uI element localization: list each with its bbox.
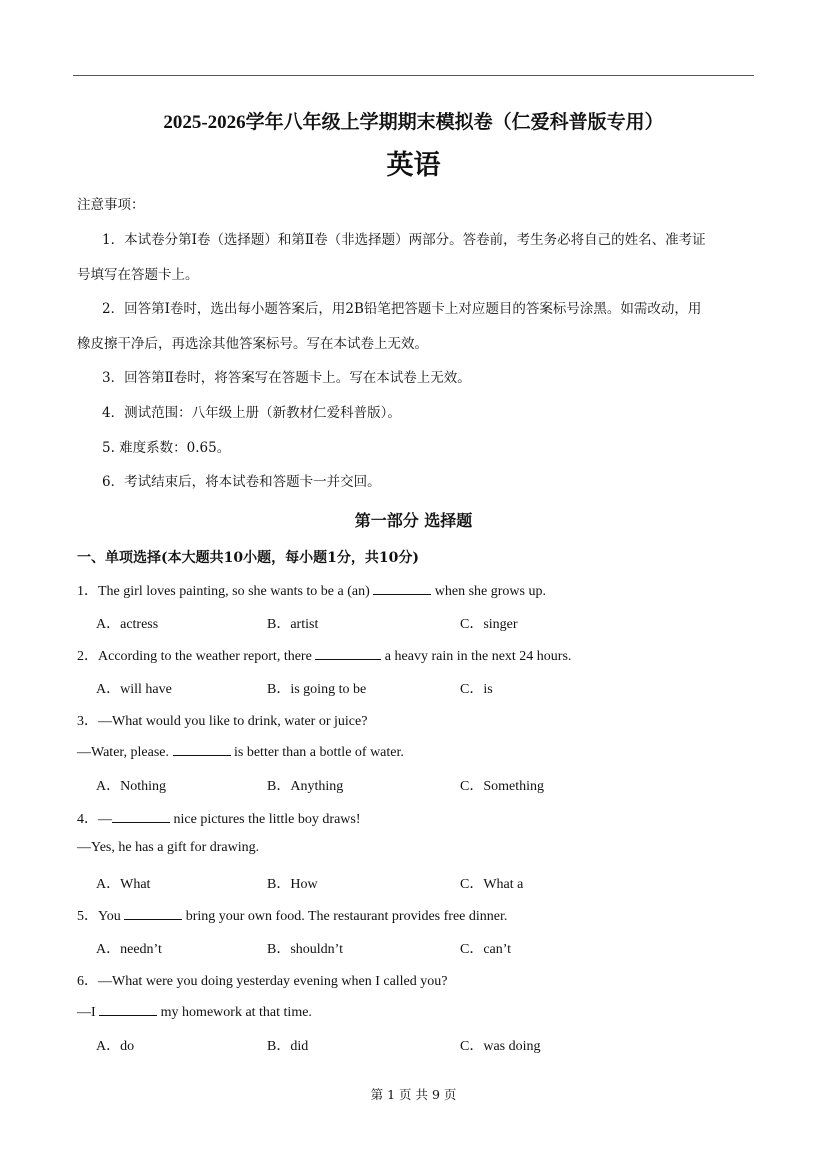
page-number: 第 1 页 共 9 页 [370, 1087, 457, 1102]
exam-title: 2025-2026学年八年级上学期期末模拟卷（仁爱科普版专用） [163, 112, 664, 133]
question-3-stem: 3．—What would you like to drink, water or juice? [77, 714, 368, 729]
question-4-option-a: A．What [96, 877, 151, 892]
question-4-option-c: C．What a [460, 877, 524, 892]
question-2-stem: 2．According to the weather report, there a heavy rain in the next 24 hours. [77, 649, 572, 664]
notice-item: 1．本试卷分第Ⅰ卷（选择题）和第Ⅱ卷（非选择题）两部分。答卷前，考生务必将自己的姓名、准考证 号填写在答题卡上。 [77, 232, 706, 283]
notice-heading: 注意事项： [77, 197, 145, 213]
question-3-option-b: B．Anything [267, 779, 344, 794]
answer-blank [315, 647, 381, 660]
question-6-option-c: C．was doing [460, 1039, 541, 1054]
notice-item: 2．回答第Ⅰ卷时，选出每小题答案后，用2B铅笔把答题卡上对应题目的答案标号涂黑。如需改动，用 橡皮擦干净后，再选涂其他答案标号。写在本试卷上无效。 [77, 301, 702, 352]
notice-item: 5. 难度系数：0.65。 [102, 440, 231, 456]
answer-blank [173, 743, 231, 756]
question-5-option-c: C．can’t [460, 942, 512, 957]
subject-title: 英语 [386, 150, 441, 181]
question-3-option-c: C．Something [460, 779, 545, 794]
question-6-stem: 6．—What were you doing yesterday evening when I called you? [77, 974, 448, 989]
part-title: 一、单项选择(本大题共10小题，每小题1分，共10分) [77, 550, 419, 566]
question-5-option-b: B．shouldn’t [267, 942, 343, 957]
question-2-option-a: A．will have [96, 682, 172, 697]
notice-item: 3．回答第Ⅱ卷时，将答案写在答题卡上。写在本试卷上无效。 [102, 370, 471, 386]
notice-item: 4．测试范围：八年级上册（新教材仁爱科普版）。 [102, 405, 401, 421]
question-4-reply: —Yes, he has a gift for drawing. [77, 840, 260, 855]
question-4-stem: 4．— nice pictures the little boy draws! [77, 812, 361, 827]
question-5-option-a: A．needn’t [96, 942, 162, 957]
question-3-reply: —Water, please. is better than a bottle of water. [77, 745, 404, 760]
question-6-option-b: B．did [267, 1039, 309, 1054]
notice-item: 6．考试结束后，将本试卷和答题卡一并交回。 [102, 474, 381, 490]
question-4-option-b: B．How [267, 877, 318, 892]
question-3-option-a: A．Nothing [96, 779, 166, 794]
header-rule [73, 75, 754, 76]
question-6-reply: —I my homework at that time. [77, 1005, 312, 1020]
question-2-option-b: B．is going to be [267, 682, 367, 697]
question-5-stem: 5．You bring your own food. The restaurant provides free dinner. [77, 909, 508, 924]
question-1-stem: 1．The girl loves painting, so she wants to be a (an) when she grows up. [77, 584, 546, 599]
question-2-option-c: C．is [460, 682, 493, 697]
answer-blank [99, 1003, 157, 1016]
question-1-option-c: C．singer [460, 617, 518, 632]
section-title: 第一部分 选择题 [354, 511, 473, 530]
answer-blank [373, 582, 431, 595]
question-6-option-a: A．do [96, 1039, 135, 1054]
answer-blank [112, 810, 170, 823]
answer-blank [124, 907, 182, 920]
question-1-option-b: B．artist [267, 617, 319, 632]
question-1-option-a: A．actress [96, 617, 159, 632]
